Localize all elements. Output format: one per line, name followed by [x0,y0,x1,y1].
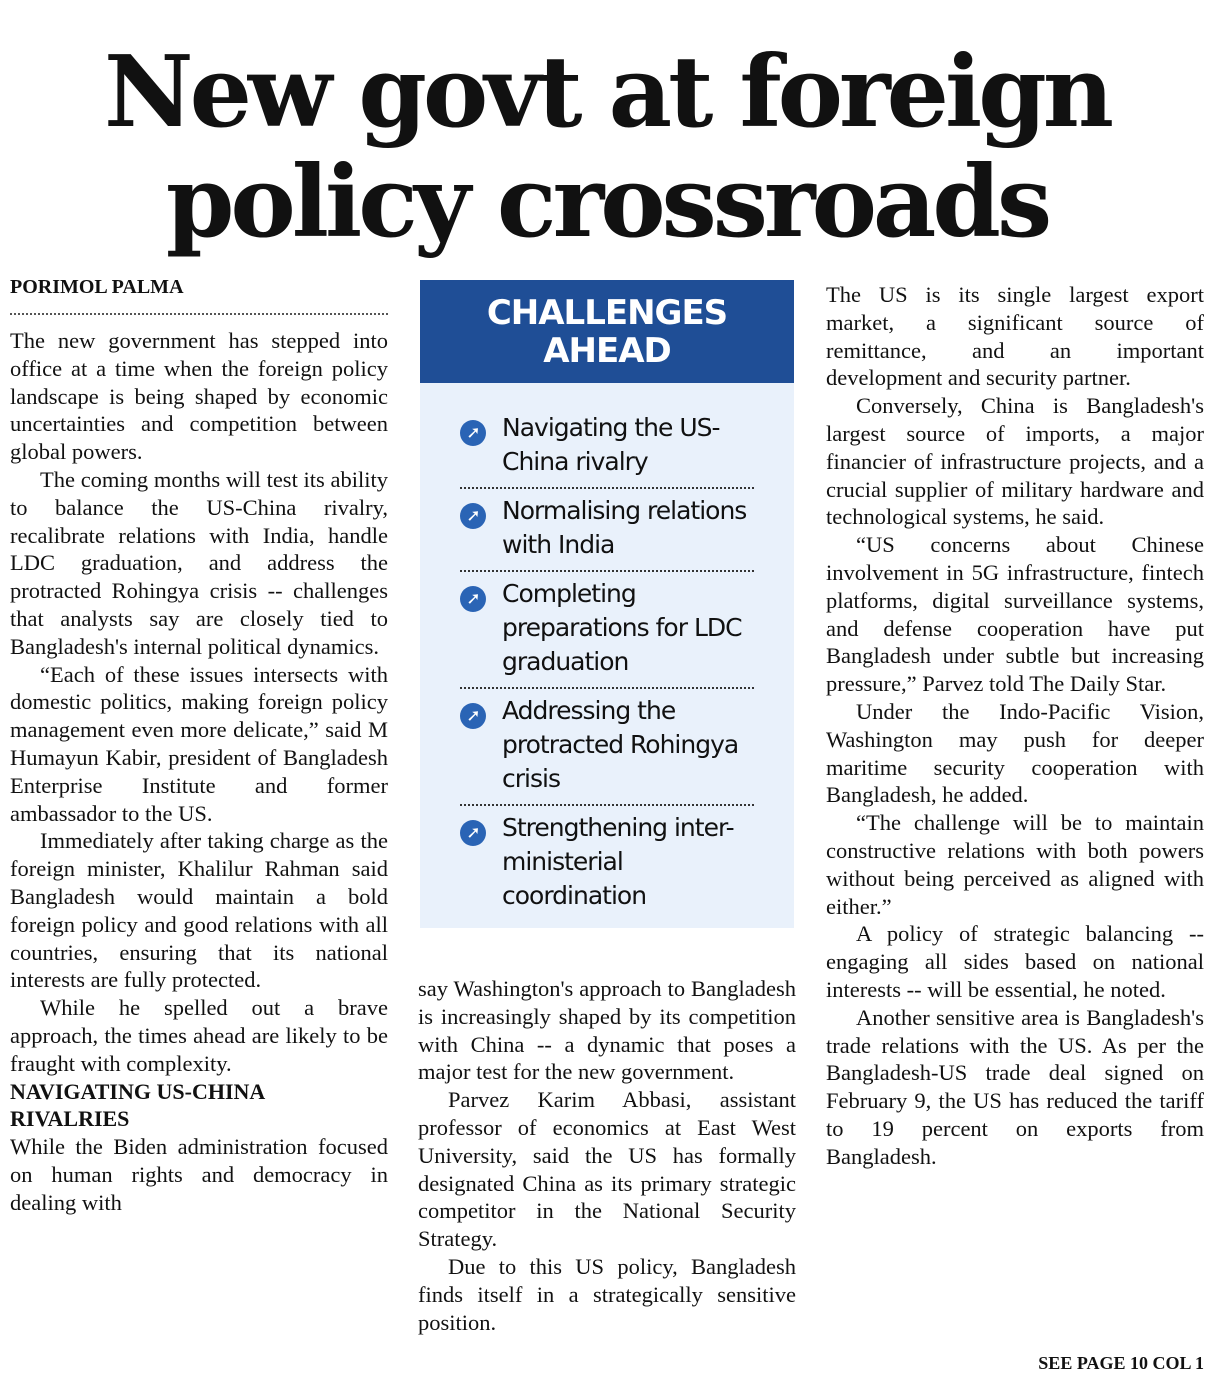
paragraph: “The challenge will be to maintain constructive relations with both powers without being perceived as aligned with either.” [826,810,1204,919]
paragraph: Immediately after taking charge as the foreign minister, Khalilur Rahman said Bangladesh would maintain a bold foreign policy and good relations with all countries, ensuring that its national interests are fully protected. [10,828,388,993]
paragraph: The new government has stepped into office at a time when the foreign policy landscape is being shaped by economic uncertainties and competition between global powers. [10,328,388,465]
headline-line-2: policy crossroads [165,145,1049,260]
paragraph: Parvez Karim Abbasi, assistant professor of economics at East West University, said the US has formally designated China as its primary strategic competitor in the National Security Strategy. [418,1087,796,1252]
section-subhead: NAVIGATING US-CHINA RIVALRIES [10,1078,265,1132]
paragraph: Due to this US policy, Bangladesh finds itself in a strategically sensitive position. [418,1253,796,1335]
article-column-3 [826,281,1204,1171]
jump-line: SEE PAGE 10 COL 1 [1038,1353,1204,1373]
list-item [460,806,754,921]
list-item-label: Strengthening inter-ministerial coordination [502,813,734,910]
list-item-label: Addressing the protracted Rohingya crisis [502,696,739,793]
paragraph: While he spelled out a brave approach, the times ahead are likely to be fraught with complexity. [10,995,388,1076]
paragraph: Another sensitive area is Bangladesh's trade relations with the US. As per the Bangladesh-US trade deal signed on February 9, the US has reduced the tariff to 19 percent on exports from Bangladesh. [826,1004,1204,1169]
paragraph: “US concerns about Chinese involvement in 5G infrastructure, fintech platforms, digital surveillance systems, and defense cooperation have put Bangladesh under subtle but increasing pressure,” Parvez told The Daily Star. [826,532,1204,697]
paragraph: While the Biden administration focused on human rights and democracy in dealing with [10,1134,388,1215]
arrow-circle-icon: ➚ [460,586,486,612]
paragraph: say Washington's approach to Bangladesh is increasingly shaped by its competition with China -- a dynamic that poses a major test for the new government. [418,976,796,1085]
arrow-circle-icon: ➚ [460,820,486,846]
list-item-label: Completing preparations for LDC graduation [502,579,742,676]
list-item [460,572,754,689]
challenges-list [460,406,754,921]
headline [0,35,1214,260]
list-item [460,689,754,806]
list-item [460,489,754,572]
sidebar-title-line-2: AHEAD [543,331,671,371]
article-column-2 [418,975,796,1336]
paragraph: The coming months will test its ability to balance the US-China rivalry, recalibrate relations with India, handle LDC graduation, and address the protracted Rohingya crisis -- challenges that analysts say are closely tied to Bangladesh's internal political dynamics. [10,466,388,659]
sidebar-title [420,280,794,383]
paragraph: Conversely, China is Bangladesh's largest source of imports, a major financier of infrastructure projects, and a crucial supplier of military hardware and technological systems, he said. [826,393,1204,530]
arrow-circle-icon: ➚ [460,703,486,729]
byline: PORIMOL PALMA [10,276,388,315]
arrow-circle-icon: ➚ [460,420,486,446]
arrow-circle-icon: ➚ [460,503,486,529]
list-item-label: Navigating the US-China rivalry [502,413,720,476]
paragraph: “Each of these issues intersects with domestic politics, making foreign policy management even more delicate,” said M Humayun Kabir, president of Bangladesh Enterprise Institute and former ambassador to the US. [10,661,388,826]
challenges-sidebar [420,280,794,928]
list-item-label: Normalising relations with India [502,496,747,559]
sidebar-title-line-1: CHALLENGES [486,293,728,333]
list-item [460,406,754,489]
paragraph: A policy of strategic balancing -- engaging all sides based on national interests -- will be essential, he noted. [826,921,1204,1002]
headline-line-1: New govt at foreign [103,35,1111,150]
article-column-1 [10,327,388,1217]
paragraph: Under the Indo-Pacific Vision, Washington may push for deeper maritime security cooperation with Bangladesh, he added. [826,698,1204,808]
paragraph: The US is its single largest export market, a significant source of remittance, and an important development and security partner. [826,282,1204,391]
